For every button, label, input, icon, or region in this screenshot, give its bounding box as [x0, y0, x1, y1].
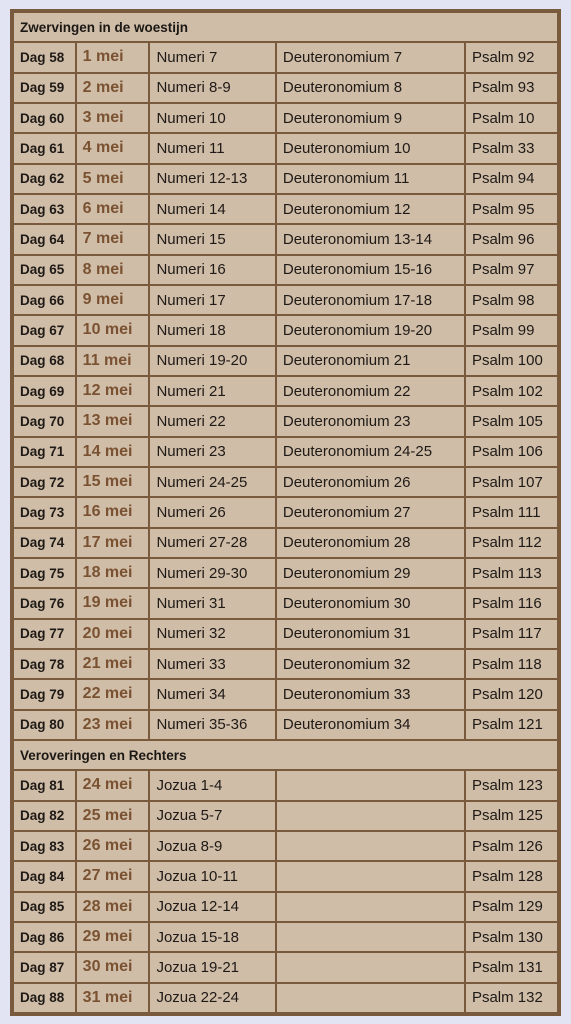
psalm-cell: Psalm 96: [466, 225, 557, 253]
table-row: [14, 134, 557, 162]
date-cell: 23 mei: [77, 711, 149, 739]
schedule-body: [14, 13, 557, 1012]
reading-2-cell: Deuteronomium 8: [277, 74, 464, 102]
reading-1-cell: Jozua 1-4: [150, 771, 274, 799]
reading-1-cell: Numeri 17: [150, 286, 274, 314]
section-title: Zwervingen in de woestijn: [14, 13, 557, 41]
date-cell: 5 mei: [77, 165, 149, 193]
day-cell: Dag 77: [14, 620, 75, 648]
table-row: [14, 104, 557, 132]
date-cell: 1 mei: [77, 43, 149, 71]
date-cell: 4 mei: [77, 134, 149, 162]
reading-1-cell: Numeri 33: [150, 650, 274, 678]
table-row: [14, 771, 557, 799]
section-header-row: [14, 13, 557, 41]
reading-2-cell: [277, 984, 464, 1013]
table-row: [14, 862, 557, 890]
reading-2-cell: [277, 771, 464, 799]
date-cell: 20 mei: [77, 620, 149, 648]
date-cell: 3 mei: [77, 104, 149, 132]
reading-2-cell: Deuteronomium 34: [277, 711, 464, 739]
day-cell: Dag 68: [14, 347, 75, 375]
table-row: [14, 165, 557, 193]
psalm-cell: Psalm 33: [466, 134, 557, 162]
reading-schedule-table: [10, 9, 561, 1016]
day-cell: Dag 63: [14, 195, 75, 223]
day-cell: Dag 78: [14, 650, 75, 678]
date-cell: 16 mei: [77, 498, 149, 526]
psalm-cell: Psalm 116: [466, 589, 557, 617]
reading-1-cell: Jozua 12-14: [150, 893, 274, 921]
reading-2-cell: Deuteronomium 21: [277, 347, 464, 375]
reading-2-cell: Deuteronomium 12: [277, 195, 464, 223]
reading-2-cell: Deuteronomium 26: [277, 468, 464, 496]
day-cell: Dag 62: [14, 165, 75, 193]
reading-2-cell: Deuteronomium 10: [277, 134, 464, 162]
table-row: [14, 498, 557, 526]
reading-1-cell: Jozua 22-24: [150, 984, 274, 1013]
psalm-cell: Psalm 131: [466, 953, 557, 981]
reading-2-cell: Deuteronomium 19-20: [277, 316, 464, 344]
psalm-cell: Psalm 121: [466, 711, 557, 739]
table-row: [14, 620, 557, 648]
psalm-cell: Psalm 107: [466, 468, 557, 496]
date-cell: 27 mei: [77, 862, 149, 890]
day-cell: Dag 59: [14, 74, 75, 102]
psalm-cell: Psalm 120: [466, 680, 557, 708]
table-row: [14, 438, 557, 466]
date-cell: 19 mei: [77, 589, 149, 617]
psalm-cell: Psalm 129: [466, 893, 557, 921]
reading-1-cell: Jozua 8-9: [150, 832, 274, 860]
table-row: [14, 893, 557, 921]
table-row: [14, 529, 557, 557]
table-row: [14, 407, 557, 435]
date-cell: 8 mei: [77, 256, 149, 284]
psalm-cell: Psalm 111: [466, 498, 557, 526]
reading-1-cell: Numeri 18: [150, 316, 274, 344]
psalm-cell: Psalm 97: [466, 256, 557, 284]
reading-1-cell: Numeri 24-25: [150, 468, 274, 496]
table-row: [14, 680, 557, 708]
reading-2-cell: Deuteronomium 28: [277, 529, 464, 557]
psalm-cell: Psalm 118: [466, 650, 557, 678]
reading-1-cell: Numeri 21: [150, 377, 274, 405]
reading-1-cell: Numeri 10: [150, 104, 274, 132]
date-cell: 14 mei: [77, 438, 149, 466]
date-cell: 26 mei: [77, 832, 149, 860]
date-cell: 22 mei: [77, 680, 149, 708]
schedule-grid: [12, 11, 559, 1014]
table-row: [14, 256, 557, 284]
day-cell: Dag 80: [14, 711, 75, 739]
reading-1-cell: Numeri 34: [150, 680, 274, 708]
table-row: [14, 559, 557, 587]
psalm-cell: Psalm 95: [466, 195, 557, 223]
reading-1-cell: Numeri 7: [150, 43, 274, 71]
day-cell: Dag 64: [14, 225, 75, 253]
psalm-cell: Psalm 128: [466, 862, 557, 890]
psalm-cell: Psalm 100: [466, 347, 557, 375]
psalm-cell: Psalm 99: [466, 316, 557, 344]
date-cell: 21 mei: [77, 650, 149, 678]
psalm-cell: Psalm 98: [466, 286, 557, 314]
reading-2-cell: [277, 923, 464, 951]
reading-2-cell: [277, 953, 464, 981]
day-cell: Dag 65: [14, 256, 75, 284]
date-cell: 25 mei: [77, 802, 149, 830]
date-cell: 29 mei: [77, 923, 149, 951]
reading-2-cell: [277, 893, 464, 921]
section-title: Veroveringen en Rechters: [14, 741, 557, 769]
day-cell: Dag 81: [14, 771, 75, 799]
psalm-cell: Psalm 113: [466, 559, 557, 587]
day-cell: Dag 66: [14, 286, 75, 314]
reading-1-cell: Numeri 12-13: [150, 165, 274, 193]
table-row: [14, 984, 557, 1013]
day-cell: Dag 67: [14, 316, 75, 344]
table-row: [14, 589, 557, 617]
reading-1-cell: Numeri 8-9: [150, 74, 274, 102]
day-cell: Dag 70: [14, 407, 75, 435]
day-cell: Dag 82: [14, 802, 75, 830]
reading-1-cell: Jozua 15-18: [150, 923, 274, 951]
day-cell: Dag 72: [14, 468, 75, 496]
reading-1-cell: Numeri 31: [150, 589, 274, 617]
reading-1-cell: Numeri 19-20: [150, 347, 274, 375]
table-row: [14, 286, 557, 314]
reading-1-cell: Jozua 10-11: [150, 862, 274, 890]
reading-1-cell: Numeri 35-36: [150, 711, 274, 739]
reading-2-cell: Deuteronomium 17-18: [277, 286, 464, 314]
psalm-cell: Psalm 94: [466, 165, 557, 193]
day-cell: Dag 83: [14, 832, 75, 860]
reading-1-cell: Numeri 22: [150, 407, 274, 435]
table-row: [14, 650, 557, 678]
psalm-cell: Psalm 123: [466, 771, 557, 799]
date-cell: 18 mei: [77, 559, 149, 587]
reading-1-cell: Numeri 23: [150, 438, 274, 466]
psalm-cell: Psalm 132: [466, 984, 557, 1013]
reading-1-cell: Jozua 5-7: [150, 802, 274, 830]
day-cell: Dag 74: [14, 529, 75, 557]
date-cell: 15 mei: [77, 468, 149, 496]
date-cell: 2 mei: [77, 74, 149, 102]
reading-2-cell: Deuteronomium 29: [277, 559, 464, 587]
date-cell: 6 mei: [77, 195, 149, 223]
day-cell: Dag 73: [14, 498, 75, 526]
date-cell: 7 mei: [77, 225, 149, 253]
date-cell: 10 mei: [77, 316, 149, 344]
table-row: [14, 802, 557, 830]
reading-2-cell: Deuteronomium 15-16: [277, 256, 464, 284]
psalm-cell: Psalm 112: [466, 529, 557, 557]
date-cell: 28 mei: [77, 893, 149, 921]
reading-2-cell: Deuteronomium 32: [277, 650, 464, 678]
date-cell: 13 mei: [77, 407, 149, 435]
psalm-cell: Psalm 102: [466, 377, 557, 405]
table-row: [14, 953, 557, 981]
reading-2-cell: [277, 802, 464, 830]
reading-2-cell: Deuteronomium 22: [277, 377, 464, 405]
day-cell: Dag 75: [14, 559, 75, 587]
psalm-cell: Psalm 92: [466, 43, 557, 71]
psalm-cell: Psalm 105: [466, 407, 557, 435]
reading-2-cell: [277, 862, 464, 890]
table-row: [14, 316, 557, 344]
reading-1-cell: Numeri 32: [150, 620, 274, 648]
psalm-cell: Psalm 126: [466, 832, 557, 860]
reading-2-cell: Deuteronomium 30: [277, 589, 464, 617]
date-cell: 24 mei: [77, 771, 149, 799]
date-cell: 12 mei: [77, 377, 149, 405]
day-cell: Dag 58: [14, 43, 75, 71]
day-cell: Dag 87: [14, 953, 75, 981]
psalm-cell: Psalm 93: [466, 74, 557, 102]
table-row: [14, 43, 557, 71]
table-row: [14, 832, 557, 860]
reading-2-cell: Deuteronomium 13-14: [277, 225, 464, 253]
reading-2-cell: Deuteronomium 33: [277, 680, 464, 708]
table-row: [14, 225, 557, 253]
date-cell: 31 mei: [77, 984, 149, 1013]
table-row: [14, 347, 557, 375]
reading-1-cell: Jozua 19-21: [150, 953, 274, 981]
reading-1-cell: Numeri 11: [150, 134, 274, 162]
reading-1-cell: Numeri 26: [150, 498, 274, 526]
reading-2-cell: Deuteronomium 24-25: [277, 438, 464, 466]
table-row: [14, 468, 557, 496]
date-cell: 9 mei: [77, 286, 149, 314]
reading-1-cell: Numeri 27-28: [150, 529, 274, 557]
date-cell: 30 mei: [77, 953, 149, 981]
reading-1-cell: Numeri 16: [150, 256, 274, 284]
reading-1-cell: Numeri 15: [150, 225, 274, 253]
table-row: [14, 711, 557, 739]
day-cell: Dag 88: [14, 984, 75, 1013]
section-header-row: [14, 741, 557, 769]
day-cell: Dag 79: [14, 680, 75, 708]
psalm-cell: Psalm 125: [466, 802, 557, 830]
table-row: [14, 74, 557, 102]
reading-2-cell: [277, 832, 464, 860]
psalm-cell: Psalm 106: [466, 438, 557, 466]
table-row: [14, 377, 557, 405]
day-cell: Dag 71: [14, 438, 75, 466]
day-cell: Dag 85: [14, 893, 75, 921]
day-cell: Dag 86: [14, 923, 75, 951]
day-cell: Dag 69: [14, 377, 75, 405]
reading-2-cell: Deuteronomium 9: [277, 104, 464, 132]
reading-2-cell: Deuteronomium 31: [277, 620, 464, 648]
reading-2-cell: Deuteronomium 27: [277, 498, 464, 526]
date-cell: 11 mei: [77, 347, 149, 375]
reading-2-cell: Deuteronomium 11: [277, 165, 464, 193]
reading-1-cell: Numeri 29-30: [150, 559, 274, 587]
day-cell: Dag 60: [14, 104, 75, 132]
day-cell: Dag 76: [14, 589, 75, 617]
reading-1-cell: Numeri 14: [150, 195, 274, 223]
table-row: [14, 195, 557, 223]
reading-2-cell: Deuteronomium 7: [277, 43, 464, 71]
reading-2-cell: Deuteronomium 23: [277, 407, 464, 435]
psalm-cell: Psalm 117: [466, 620, 557, 648]
psalm-cell: Psalm 130: [466, 923, 557, 951]
date-cell: 17 mei: [77, 529, 149, 557]
psalm-cell: Psalm 10: [466, 104, 557, 132]
day-cell: Dag 61: [14, 134, 75, 162]
day-cell: Dag 84: [14, 862, 75, 890]
table-row: [14, 923, 557, 951]
